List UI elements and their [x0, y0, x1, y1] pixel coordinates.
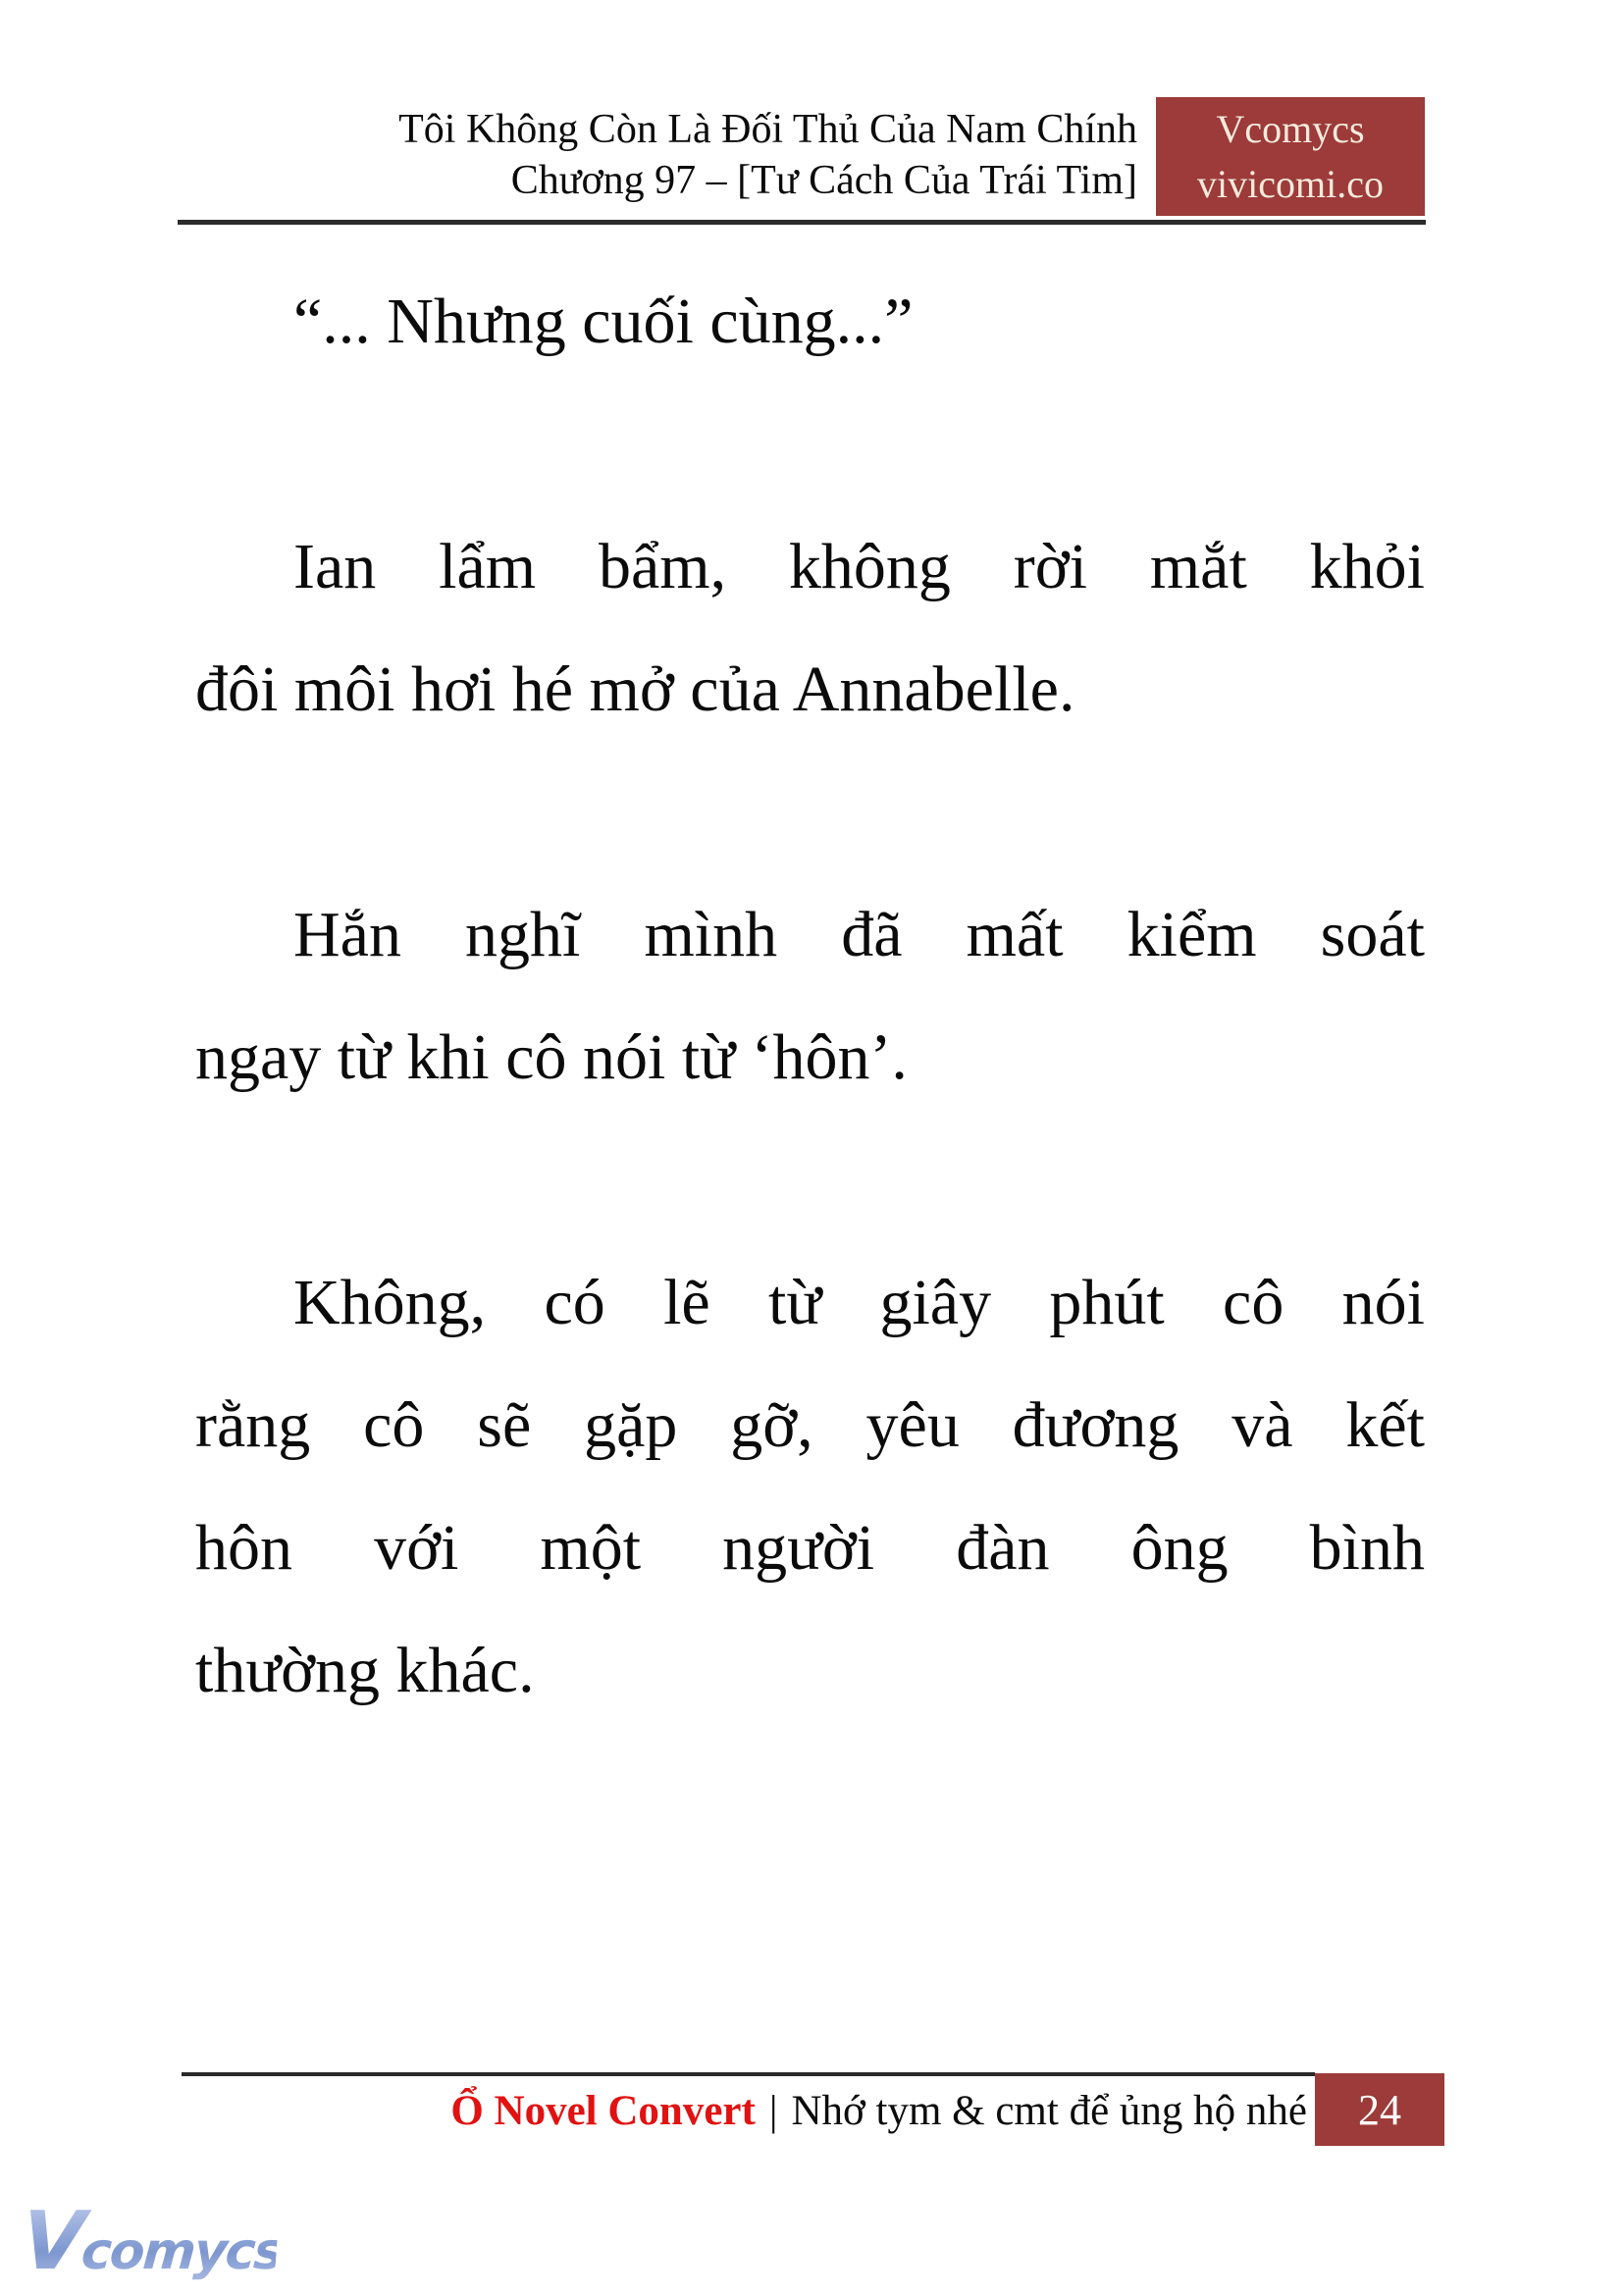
page-header [178, 104, 1137, 206]
header-title-line1: Tôi Không Còn Là Đối Thủ Của Nam Chính [398, 107, 1137, 152]
page-body [195, 260, 1425, 1854]
paragraph [195, 505, 1425, 751]
text-line: “... Nhưng cuối cùng...” [293, 286, 914, 357]
footer-note: Nhớ tym & cmt để ủng hộ nhé [791, 2088, 1307, 2134]
header-title-line2: Chương 97 – [Tư Cách Của Trái Tim] [510, 158, 1137, 203]
text-line: Ian lẩm bẩm, không rời mắt khỏi [293, 531, 1425, 602]
footer-divider [182, 2072, 1315, 2076]
brand-badge-site: vivicomi.co [1197, 161, 1384, 206]
page-footer [182, 2081, 1307, 2142]
brand-badge-name: Vcomycs [1216, 106, 1365, 151]
text-line: ngay từ khi cô nói từ ‘hôn’. [195, 1021, 908, 1093]
vcomycs-watermark-logo: Vcomycs [19, 2198, 281, 2295]
text-line: đôi môi hơi hé mở của Annabelle. [195, 653, 1075, 725]
paragraph [195, 1241, 1425, 1732]
page-number-badge [1315, 2073, 1444, 2146]
header-divider [178, 220, 1426, 225]
text-line: rằng cô sẽ gặp gỡ, yêu đương và kết [195, 1389, 1425, 1461]
text-line: thường khác. [195, 1635, 535, 1706]
page-number: 24 [1358, 2085, 1401, 2134]
brand-badge [1156, 97, 1425, 216]
text-line: Không, có lẽ từ giây phút cô nói [293, 1267, 1425, 1338]
footer-brand-label: Ổ Novel Convert [450, 2088, 756, 2134]
text-line: hôn với một người đàn ông bình [195, 1512, 1425, 1584]
paragraph [195, 260, 1425, 383]
footer-separator: | [768, 2088, 778, 2134]
text-line: Hắn nghĩ mình đã mất kiểm soát [293, 899, 1425, 970]
paragraph [195, 873, 1425, 1119]
